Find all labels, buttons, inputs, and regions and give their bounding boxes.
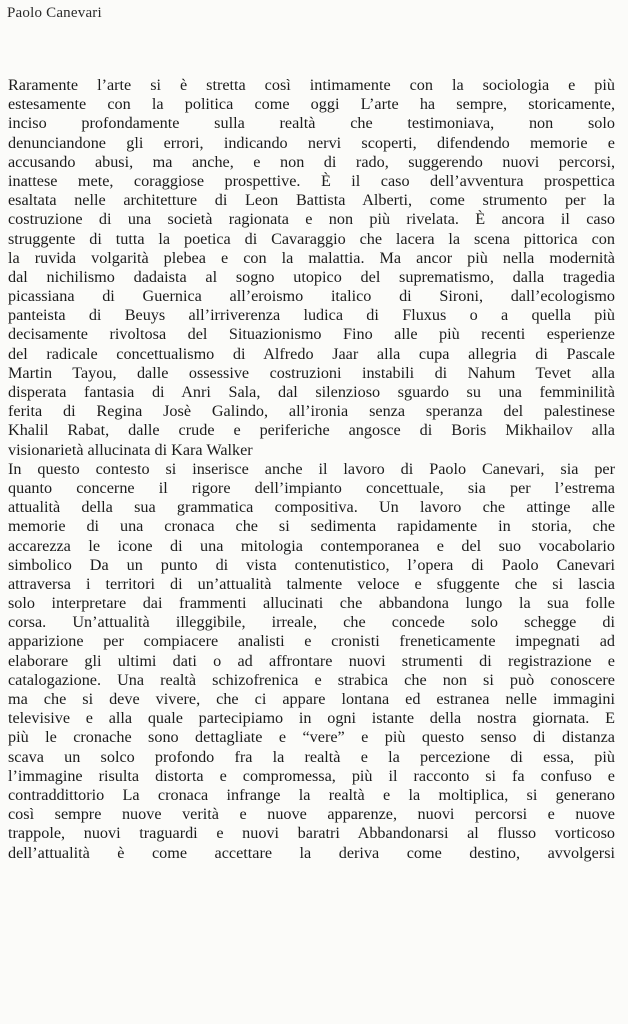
text-line: Martin Tayou, dalle ossessive costruzioni instabili di Nahum Tevet alla bbox=[8, 363, 615, 382]
text-line: la ruvida volgarità plebea e con la malattia. Ma ancor più nella modernità bbox=[8, 248, 615, 267]
text-line: visionarietà allucinata di Kara Walker bbox=[8, 440, 253, 459]
text-line: trappole, nuovi traguardi e nuovi baratri Abbandonarsi al flusso vorticoso bbox=[8, 824, 615, 843]
text-line: Raramente l’arte si è stretta così intimamente con la sociologia e più bbox=[8, 76, 615, 94]
text-line: solo interpretare dai frammenti allucinati che abbandona lungo la sua folle bbox=[8, 594, 615, 613]
text-line: accusando abusi, ma anche, e non di rado, suggerendo nuovi percorsi, bbox=[8, 152, 615, 171]
text-line: contraddittorio La cronaca infrange la realtà e la moltiplica, si generano bbox=[8, 785, 615, 804]
text-line: attraversa i territori di un’attualità talmente veloce e sfuggente che si lascia bbox=[8, 574, 615, 593]
text-line: Khalil Rabat, dalle crude e periferiche angosce di Boris Mikhailov alla bbox=[8, 421, 615, 440]
text-line: dell’attualità è come accettare la deriva come destino, avvolgersi bbox=[8, 843, 615, 862]
text-line: più le cronache sono dettagliate e “vere” e più questo senso di distanza bbox=[8, 728, 615, 747]
text-line: ma che si deve vivere, che ci appare lontana ed estranea nelle immagini bbox=[8, 690, 615, 708]
text-line: estesamente con la politica come oggi L’arte ha sempre, storicamente, bbox=[8, 95, 615, 114]
text-line: quanto concerne il rigore dell’impianto concettuale, sia per l’estrema bbox=[8, 478, 615, 497]
text-line: del radicale concettualismo di Alfredo Jaar alla cupa allegria di Pascale bbox=[8, 344, 615, 363]
text-line: inattese mete, coraggiose prospettive. È il caso dell’avventura prospettica bbox=[8, 171, 615, 190]
essay-body bbox=[8, 76, 615, 863]
text-line: televisive e alla quale partecipiamo in ogni istante della nostra giornata. E bbox=[8, 709, 615, 728]
text-line: memorie di una cronaca che si sedimenta rapidamente in storia, che bbox=[8, 517, 615, 536]
text-line: l’immagine risulta distorta e compromessa, più il racconto si fa confuso e bbox=[8, 766, 615, 785]
text-line: scava un solco profondo fra la realtà e la percezione di essa, più bbox=[8, 747, 615, 766]
text-line: esaltata nelle architetture di Leon Battista Alberti, come strumento per la bbox=[8, 191, 615, 210]
text-line: picassiana di Guernica all’eroismo italico di Sironi, dall’ecologismo bbox=[8, 287, 615, 306]
text-line: accarezza le icone di una mitologia contemporanea e del suo vocabolario bbox=[8, 536, 615, 555]
text-line: denunciandone gli errori, indicando nervi scoperti, difendendo memorie e bbox=[8, 133, 615, 152]
text-line: panteista di Beuys all’irriverenza ludica di Fluxus o a quella più bbox=[8, 306, 615, 325]
text-line: elaborare gli ultimi dati o ad affrontare nuovi strumenti di registrazione e bbox=[8, 651, 615, 670]
text-line: dal nichilismo dadaista al sogno utopico del suprematismo, dalla tragedia bbox=[8, 267, 615, 286]
text-line: catalogazione. Una realtà schizofrenica e strabica che non si può conoscere bbox=[8, 670, 615, 689]
text-line: corsa. Un’attualità illeggibile, irreale, che concede solo schegge di bbox=[8, 613, 615, 632]
text-line: disperata fantasia di Anri Sala, dal silenzioso sguardo su una femminilità bbox=[8, 383, 615, 401]
author-header: Paolo Canevari bbox=[7, 5, 102, 21]
text-line: ferita di Regina Josè Galindo, all’ironia senza speranza del palestinese bbox=[8, 402, 615, 421]
text-line: apparizione per compiacere analisti e cronisti freneticamente impegnati ad bbox=[8, 632, 615, 651]
text-line: simbolico Da un punto di vista contenutistico, l’opera di Paolo Canevari bbox=[8, 555, 615, 574]
text-line: costruzione di una società ragionata e non più rivelata. È ancora il caso bbox=[8, 210, 615, 229]
text-line: inciso profondamente sulla realtà che testimoniava, non solo bbox=[8, 114, 615, 133]
text-line: attualità della sua grammatica compositiva. Un lavoro che attinge alle bbox=[8, 498, 615, 517]
text-line: così sempre nuove verità e nuove apparenze, nuovi percorsi e nuove bbox=[8, 805, 615, 824]
text-line: In questo contesto si inserisce anche il lavoro di Paolo Canevari, sia per bbox=[8, 459, 615, 478]
text-line: struggente di tutta la poetica di Cavaraggio che lacera la scena pittorica con bbox=[8, 229, 615, 248]
text-line: decisamente rivoltosa del Situazionismo Fino alle più recenti esperienze bbox=[8, 325, 615, 344]
